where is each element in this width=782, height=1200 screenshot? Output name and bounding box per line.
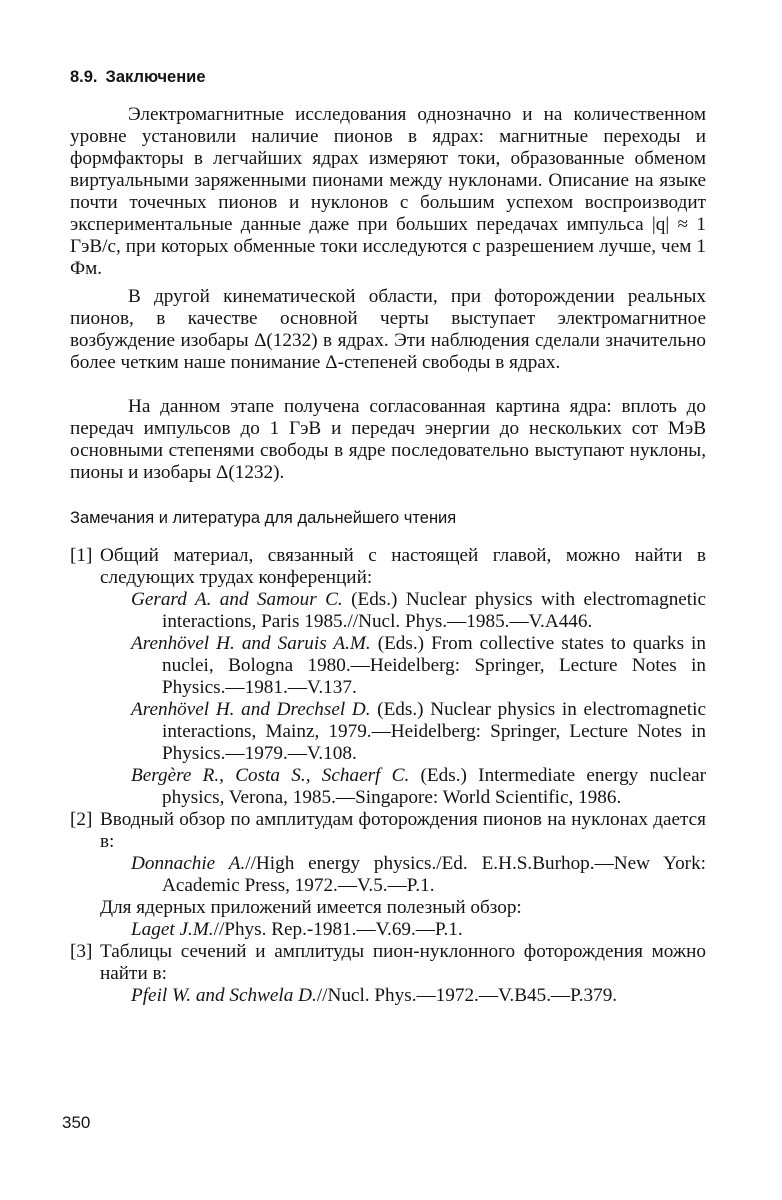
citation-authors: Arenhövel H. and Saruis A.M. [131, 633, 371, 654]
citation-details: //Nucl. Phys.—1972.—V.B45.—P.379. [316, 985, 618, 1006]
reference-note: Для ядерных приложений имеется полезный обзор: [100, 897, 522, 918]
citation [100, 589, 706, 633]
reference-text: Общий материал, связанный с настоящей главой, можно найти в следующих трудах конференций: [100, 545, 706, 588]
page-number: 350 [62, 1113, 91, 1132]
reference [70, 545, 706, 809]
citation-details: (Eds.) Nuclear physics in electromagnetic interactions, Mainz, 1979.—Heidelberg: Springer, Lecture Notes in Physics.—1979.—V.108. [162, 699, 706, 764]
citation-details: //High energy physics./Ed. E.H.S.Burhop.—New York: Academic Press, 1972.—V.5.—P.1. [162, 853, 706, 896]
section-title: Заключение [105, 68, 206, 86]
notes-heading: Замечания и литература для дальнейшего чтения [70, 509, 457, 527]
citation-authors: Laget J.M. [131, 919, 214, 940]
paragraph: На данном этапе получена согласованная картина ядра: вплоть до передач импульсов до 1 ГэВ и передач энергии до нескольких сот МэВ основными степенями свободы в ядре последовательно выступают нуклоны, пионы и изобары Δ(1232). [70, 396, 706, 483]
reference [70, 809, 706, 941]
citation [100, 699, 706, 765]
citation-authors: Pfeil W. and Schwela D. [131, 985, 317, 1006]
paragraph: В другой кинематической области, при фоторождении реальных пионов, в качестве основной черты выступает электромагнитное возбуждение изобары Δ(1232) в ядрах. Эти наблюдения сделали значительно более четким наше понимание Δ-степеней свободы в ядрах. [70, 286, 706, 373]
reference [70, 941, 706, 1007]
citation-details: (Eds.) Nuclear physics with electromagnetic interactions, Paris 1985.//Nucl. Phys.—1985.—V.A446. [162, 589, 706, 632]
citation [100, 919, 706, 941]
citation-details: //Phys. Rep.-1981.—V.69.—P.1. [213, 919, 463, 940]
citation-details: (Eds.) From collective states to quarks in nuclei, Bologna 1980.—Heidelberg: Springer, Lecture Notes in Physics.—1981.—V.137. [162, 633, 706, 698]
citation-authors: Donnachie A. [131, 853, 246, 874]
citation-authors: Gerard A. and Samour C. [131, 589, 343, 610]
reference-text: Таблицы сечений и амплитуды пион-нуклонного фоторождения можно найти в: [100, 941, 706, 984]
citation-details: (Eds.) Intermediate energy nuclear physics, Verona, 1985.—Singapore: World Scientific, 1986. [162, 765, 706, 808]
reference-number: [3] [70, 941, 93, 962]
citation-authors: Arenhövel H. and Drechsel D. [131, 699, 371, 720]
citation [100, 633, 706, 699]
page [70, 0, 706, 1200]
citation [100, 853, 706, 897]
citation [100, 765, 706, 809]
reference-number: [2] [70, 809, 93, 830]
citation [100, 985, 706, 1007]
reference-text: Вводный обзор по амплитудам фоторождения пионов на нуклонах дается в: [100, 809, 706, 852]
section-heading [70, 66, 206, 88]
section-number: 8.9. [70, 68, 98, 86]
reference-list [70, 545, 706, 1007]
paragraph: Электромагнитные исследования однозначно и на количественном уровне установили наличие пионов в ядрах: магнитные переходы и формфакторы в легчайших ядрах измеряют токи, образованные обменом виртуальными заряженными пионами между нуклонами. Описание на языке почти точечных пионов и нуклонов с большим успехом воспроизводит экспериментальные данные даже при больших передачах импульса |q| ≈ 1 ГэВ/c, при которых обменные токи исследуются с разрешением лучше, чем 1 Фм. [70, 104, 706, 279]
reference-number: [1] [70, 545, 93, 566]
citation-authors: Bergère R., Costa S., Schaerf C. [131, 765, 410, 786]
